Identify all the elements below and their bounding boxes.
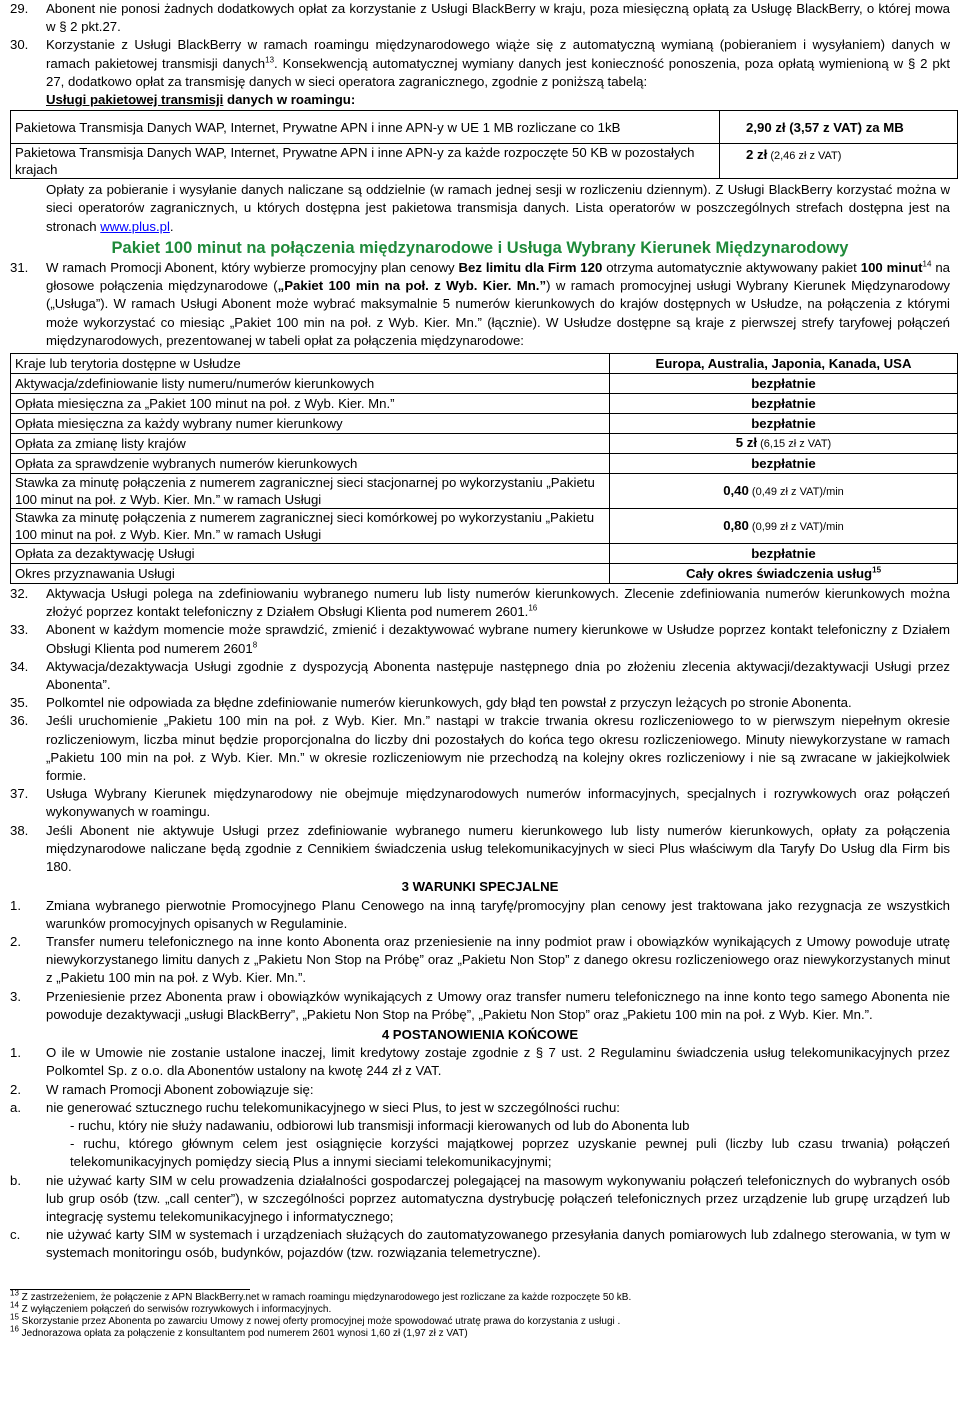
table-cell-label: Aktywacja/zdefiniowanie listy numeru/numerów kierunkowych xyxy=(11,374,610,394)
table-row xyxy=(11,434,958,454)
item-33: 33. Abonent w każdym momencie może sprawdzić, zmienić i dezaktywować wybrane numery kierunkowe w Usłudze poprzez kontakt telefoniczny z Działem Obsługi Klienta pod numerem 2601$^8$ xyxy=(10,622,950,656)
section-title: 4 POSTANOWIENIA KOŃCOWE xyxy=(381,1026,579,1042)
item-34: 34. Aktywacja/dezaktywacja Usługi zgodnie z dyspozycją Abonenta następuje następnego dnia po złożeniu zlecenia aktywacji/dezaktywacji Usługi przez Abonenta”. xyxy=(10,658,950,693)
table-cell-label: Opłata miesięczna za każdy wybrany numer kierunkowy xyxy=(11,414,610,434)
table-cell-value: bezpłatnie xyxy=(610,414,958,434)
footnote-15: $^{15}$ Skorzystanie przez Abonenta po zawarciu Umowy z nowej oferty promocyjnej może spowodować utratę prawa do korzystania z usługi . xyxy=(10,1312,621,1327)
table-cell-value: bezpłatnie xyxy=(610,374,958,394)
sub-item-a: a. nie generować sztucznego ruchu telekomunikacyjnego w sieci Plus, to jest w szczególności ruchu: xyxy=(10,1099,620,1115)
item-text: Korzystanie z Usługi BlackBerry w ramach roamingu międzynarodowego wiąże się z automatyczną wymianą (pobieraniem i wysyłaniem) danych w ramach pakietowej transmisji danych xyxy=(46,37,950,71)
table-row xyxy=(11,414,958,434)
item-32: 32. Aktywacja Usługi polega na zdefiniowaniu wybranego numeru lub listy numerów kierunkowych. Zlecenie zdefiniowania numerów kierunkowych można złożyć poprzez kontakt telefoniczny z Działem Obsługi Klienta pod numerem 2601.16 xyxy=(10,586,950,620)
section4-item-2: 2. W ramach Promocji Abonent zobowiązuje się: xyxy=(10,1081,314,1097)
table-cell-label: Pakietowa Transmisja Danych WAP, Internet, Prywatne APN i inne APN-y za każde rozpoczęte 50 KB w pozostałych krajach xyxy=(11,144,720,179)
footnote-separator xyxy=(10,1289,250,1290)
footnote-ref: 13 xyxy=(265,55,275,65)
item-30 xyxy=(0,36,960,109)
table-row xyxy=(11,354,958,374)
table-row xyxy=(11,544,958,564)
table-cell-value: 5 zł (6,15 zł z VAT) xyxy=(610,434,958,454)
footnote-ref: 8 xyxy=(252,640,258,650)
sub-item-a-dash-2: - ruchu, którego głównym celem jest osiągnięcie korzyści majątkowej poprzez uzyskanie pewnej puli (liczby lub czasu trwania) połączeń telekomunikacyjnych pomiędzy siecią Plus a innymi sieciami telekomunikacyjnymi; xyxy=(70,1136,950,1170)
footnote-ref: 16 xyxy=(528,603,538,613)
service-table xyxy=(10,353,958,584)
table-cell-value: 0,80 (0,99 zł z VAT)/min xyxy=(610,509,958,544)
sub-item-b: b. nie używać karty SIM w celu prowadzenia działalności gospodarczej polegającej na masowym wykonywaniu połączeń telefonicznych do wybranych osób lub grup osób (tzw. „call center”), w szczególności poprzez automatyczna dystrybucję połączeń telefonicznych przez urządzenie lub grupę urządzeń lub integrację systemu telekomunikacyjnego i informatycznego; xyxy=(10,1172,950,1224)
table-row xyxy=(11,144,958,179)
table-cell-value: Europa, Australia, Japonia, Kanada, USA xyxy=(610,354,958,374)
table-cell-value: bezpłatnie xyxy=(610,394,958,414)
footnote-13: $^{13}$ Z zastrzeżeniem, że połączenie z APN BlackBerry.net w ramach roamingu międzynarodowego jest rozliczane za każde rozpoczęte 50 kB. xyxy=(10,1288,632,1303)
table-row xyxy=(11,564,958,584)
table-cell-value: 0,40 (0,49 zł z VAT)/min xyxy=(610,474,958,509)
table-cell-value: bezpłatnie xyxy=(610,544,958,564)
item-38: 38. Jeśli Abonent nie aktywuje Usługi przez zdefiniowanie wybranego numeru kierunkowego lub listy numerów kierunkowych, opłaty za połączenia międzynarodowe naliczane będą zgodnie z Cennikiem świadczenia usług telekomunikacyjnych w sieci Plus właściwym dla Taryfy Do Usług dla Firm bis 180. xyxy=(10,822,950,875)
table-row xyxy=(11,454,958,474)
note-text: Opłaty za pobieranie i wysyłanie danych naliczane są oddzielnie (w ramach jednej sesji w rozliczeniu dziennym). Z Usługi BlackBerry korzystać można w sieci operatorów zagranicznych, u których dostępna jest pakietowa transmisja danych. Lista operatorów w poszczególnych strefach dostępna jest na stronach xyxy=(46,182,950,234)
section3-item-2: 2. Transfer numeru telefonicznego na inne konto Abonenta oraz przeniesienie na inny podmiot praw i obowiązków wynikających z Umowy powoduje utratę niewykorzystanego limitu danych z „Pakietu Non Stop na Próbę” oraz „Pakietu Non Stop” z danego okresu rozliczeniowego oraz niewykorzystanych minut z „Pakietu 100 min na poł. z Wyb. Kier. Mn.”. xyxy=(10,933,950,986)
item-number: 30. xyxy=(10,37,29,53)
table-cell-label: Kraje lub terytoria dostępne w Usłudze xyxy=(11,354,610,374)
table-cell-value: bezpłatnie xyxy=(610,454,958,474)
table-row xyxy=(11,374,958,394)
table-cell-label: Pakietowa Transmisja Danych WAP, Internet, Prywatne APN i inne APN-y w UE 1 MB rozliczane co 1kB xyxy=(11,111,720,144)
table-cell-value: 2,90 zł (3,57 z VAT) za MB xyxy=(720,111,958,144)
item-text: . Konsekwencją automatycznej wymiany danych jest konieczność ponoszenia, poza opłatą wymienioną w § 2 pkt 27, dodatkowo opłat za transmisję danych w sieci operatora zagranicznego, zgodnie z poniższą tabelą: xyxy=(46,55,950,89)
sub-item-a-dash-1: - ruchu, który nie służy nadawaniu, odbiorowi lub transmisji informacji kierowanych od lub do Abonenta lub xyxy=(70,1117,690,1133)
item-37: 37. Usługa Wybrany Kierunek międzynarodowy nie obejmuje międzynarodowych numerów informacyjnych, specjalnych i rozrywkowych oraz połączeń wykonywanych w roamingu. xyxy=(10,786,950,820)
subheading-underlined: Usługi pakietowej transmisji xyxy=(46,92,224,108)
table-cell-value: Cały okres świadczenia usług$^{15}$ xyxy=(610,564,958,584)
item-29 xyxy=(0,0,960,36)
section3-item-3: 3. Przeniesienie przez Abonenta praw i obowiązków wynikających z Umowy oraz transfer numeru telefonicznego na inne konto tego samego Abonenta nie powoduje dezaktywacji „usługi BlackBerry”, „Pakietu Non Stop na Próbę”, „Pakietu Non Stop” oraz „Pakietu 100 min na poł. z Wyb. Kier. Mn.”. xyxy=(10,988,950,1022)
plus-link[interactable]: www.plus.pl xyxy=(100,218,170,234)
footnote-ref: 14 xyxy=(922,259,932,269)
section-heading-green: Pakiet 100 minut na połączenia międzynarodowe i Usługa Wybrany Kierunek Międzynarodowy xyxy=(111,238,849,257)
table-row xyxy=(11,509,958,544)
table-cell-label: Stawka za minutę połączenia z numerem zagranicznej sieci stacjonarnej po wykorzystaniu „Pakietu 100 minut na poł. z Wyb. Kier. Mn.” w ramach Usługi xyxy=(11,474,610,509)
sub-item-c: c. nie używać karty SIM w systemach i urządzeniach służących do zautomatyzowanego przesyłania danych pomiarowych lub zdalnego sterowania, w tym w systemach monitoringu osób, budynków, pojazdów (tzw. rozwiązania telemetryczne). xyxy=(10,1227,950,1261)
item-text: Abonent nie ponosi żadnych dodatkowych opłat za korzystanie z Usługi BlackBerry w kraju, poza miesięczną opłatą za Usługę BlackBerry, o której mowa w § 2 pkt.27. xyxy=(46,1,950,35)
item-36: 36. Jeśli uruchomienie „Pakietu 100 min na poł. z Wyb. Kier. Mn.” nastąpi w trakcie trwania okresu rozliczeniowego to w pierwszym niepełnym okresie rozliczeniowym, liczba minut będzie proporcjonalna do liczby dni pozostałych do końca tego okresu rozliczeniowego. Minuty niewykorzystane w ramach „Pakietu 100 min na poł. z Wyb. Kier. Mn.” w okresie rozliczeniowym nie przechodzą na kolejny okres rozliczeniowy i nie są zwracane w jakiejkolwiek formie. xyxy=(10,713,950,784)
table-cell-label: Opłata za dezaktywację Usługi xyxy=(11,544,610,564)
item-number: 29. xyxy=(10,1,29,16)
item-number: 31. xyxy=(10,260,29,276)
table-cell-label: Opłata za zmianę listy krajów xyxy=(11,434,610,454)
table-row xyxy=(11,394,958,414)
roaming-note: Opłaty za pobieranie i wysyłanie danych naliczane są oddzielnie (w ramach jednej sesji w rozliczeniu dziennym). Z Usługi BlackBerry korzystać można w sieci operatorów zagranicznych, u których dostępna jest pakietowa transmisja danych. Lista operatorów w poszczególnych strefach dostępna jest na stronach www.plus.pl. xyxy=(46,182,950,234)
table-cell-label: Stawka za minutę połączenia z numerem zagranicznej sieci komórkowej po wykorzystaniu „Pakietu 100 minut na poł. z Wyb. Kier. Mn.” w ramach Usługi xyxy=(11,509,610,544)
table-row xyxy=(11,111,958,144)
table-cell-label: Opłata za sprawdzenie wybranych numerów kierunkowych xyxy=(11,454,610,474)
footnote-16: $^{16}$ Jednorazowa opłata za połączenie z konsultantem pod numerem 2601 wynosi 1,60 zł (1,97 zł z VAT) xyxy=(10,1324,468,1339)
section-title: 3 WARUNKI SPECJALNE xyxy=(401,879,559,895)
table-cell-label: Okres przyznawania Usługi xyxy=(11,564,610,584)
item-35: 35. Polkomtel nie odpowiada za błędne zdefiniowanie numerów kierunkowych, gdy błąd ten powstał z przyczyn leżących po stronie Abonenta. xyxy=(10,695,852,711)
table-row xyxy=(11,474,958,509)
roaming-table xyxy=(10,110,958,179)
section4-item-1: 1. O ile w Umowie nie zostanie ustalone inaczej, limit kredytowy zostaje zgodnie z § 7 ust. 2 Regulaminu świadczenia usług telekomunikacyjnych przez Polkomtel Sp. z o.o. dla Abonentów ustalony na kwotę 244 zł z VAT. xyxy=(10,1045,950,1079)
section3-item-1: 1. Zmiana wybranego pierwotnie Promocyjnego Planu Cenowego na inną taryfę/promocyjny plan cenowy jest traktowana jako rezygnacja ze wszystkich warunków promocyjnych opisanych w Regulaminie. xyxy=(10,897,950,931)
table-cell-value: 2 zł (2,46 zł z VAT) xyxy=(720,144,958,179)
table-cell-label: Opłata miesięczna za „Pakiet 100 minut na poł. z Wyb. Kier. Mn.” xyxy=(11,394,610,414)
footnote-14: $^{14}$ Z wyłączeniem połączeń do serwisów rozrywkowych i informacyjnych. xyxy=(10,1300,332,1315)
item-31: 31. W ramach Promocji Abonent, który wybierze promocyjny plan cenowy Bez limitu dla Firm 120 otrzyma automatycznie aktywowany pakiet 100 minut$^{14}$ na głosowe połączenia międzynarodowe („Pakiet 100 min na poł. z Wyb. Kier. Mn.”) w ramach promocyjnej usługi Wybrany Kierunek Międzynarodowy („Usługa”). W ramach Usługi Abonent może wybrać maksymalnie 5 numerów kierunkowych do krajów dostępnych w Usłudze, na połączenia z którymi może wykorzystać co miesiąc „Pakiet 100 min na poł. z Wyb. Kier. Mn.” (łącznie). W Usłudze dostępne są kraje z pierwszej strefy taryfowej połączeń międzynarodowych, prezentowanej w tabeli opłat za połączenia międzynarodowe: xyxy=(10,259,951,348)
subheading: danych w roamingu: xyxy=(223,92,356,108)
